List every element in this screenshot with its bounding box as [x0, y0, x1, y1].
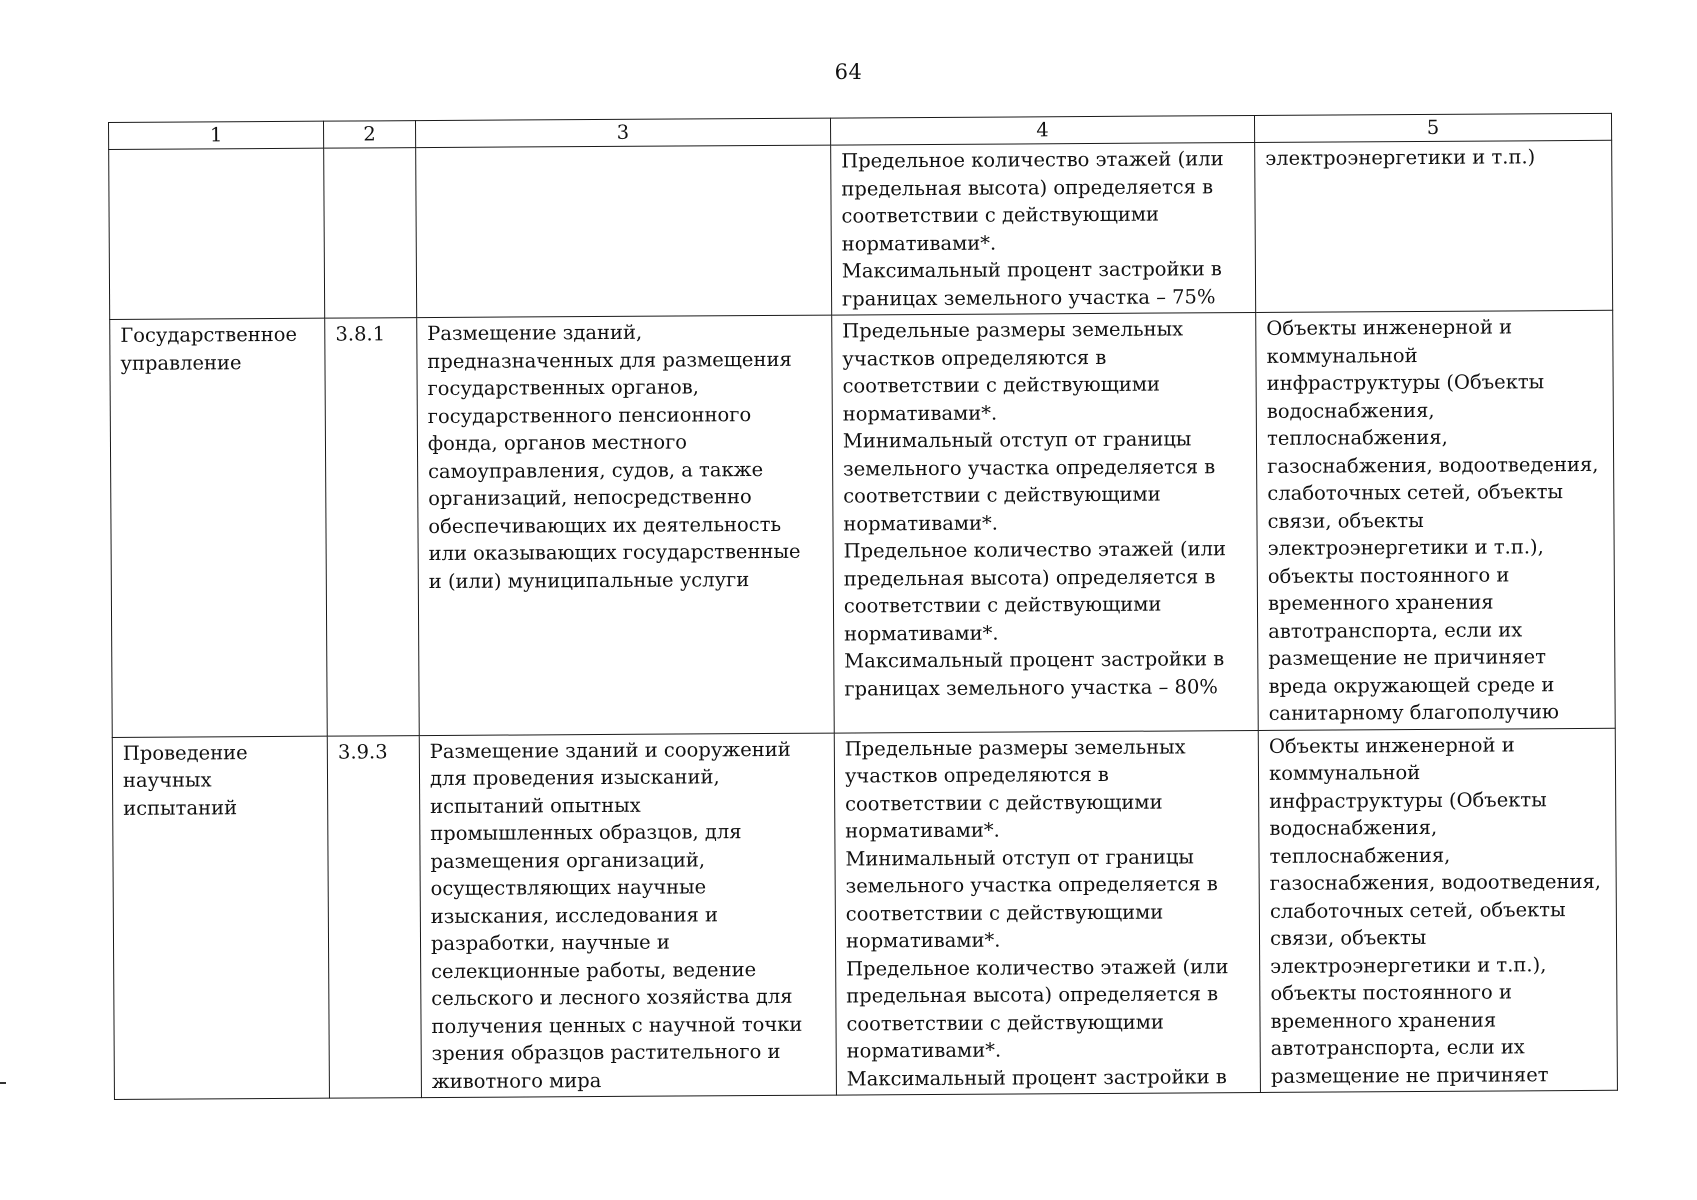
cell-text-line: сельского и лесного хозяйства для [431, 984, 793, 1011]
cell-text-line: электроэнергетики и т.п.) [1265, 145, 1536, 170]
cell-text-line: осуществляющих научные [430, 875, 707, 901]
cell-use-name [112, 736, 329, 1100]
cell-text-line: объекты постоянного и [1270, 980, 1512, 1005]
cell-text-line: Предельные размеры земельных [844, 734, 1186, 761]
cell-text-line: нормативами*. [846, 1038, 1002, 1063]
cell-auxiliary-uses [1258, 728, 1617, 1093]
cell-text-line: получения ценных с научной точки [431, 1012, 803, 1038]
margin-mark [0, 1082, 6, 1084]
cell-text-line: слаботочных сетей, объекты [1269, 897, 1566, 923]
cell-text-line: автотранспорта, если их [1270, 1035, 1525, 1060]
cell-text-line: нормативами*. [842, 401, 998, 426]
cell-text-line: слаботочных сетей, объекты [1267, 480, 1564, 505]
cell-text-line: размещение не причиняет [1268, 645, 1547, 670]
cell-text-line: соответствии с действующими [841, 202, 1160, 228]
cell-text-line: самоуправления, судов, а также [427, 457, 764, 483]
cell-text-line: водоснабжения, [1266, 398, 1435, 423]
land-use-table [108, 113, 1618, 1100]
cell-text-line: организаций, непосредственно [428, 485, 752, 511]
cell-text-line: коммунальной [1266, 343, 1418, 368]
cell-text-line: Государственное [120, 322, 298, 347]
cell-text-line: предельная высота) определяется в [843, 564, 1216, 591]
cell-text-line: соответствии с действующими [843, 592, 1162, 618]
cell-text-line: газоснабжения, водоотведения, [1267, 452, 1599, 478]
cell-text-line: Размещение зданий, [427, 320, 643, 346]
cell-text-line: селекционные работы, ведение [431, 957, 757, 983]
column-number-1: 1 [109, 121, 324, 149]
cell-text-line: соответствии с действующими [846, 1010, 1164, 1036]
cell-text-line: Максимальный процент застройки в [841, 257, 1222, 283]
cell-code [324, 148, 417, 319]
cell-text-line: научных [122, 768, 212, 792]
cell-text-line: разработки, научные и [430, 930, 670, 956]
cell-text-line: нормативами*. [843, 621, 999, 646]
cell-description [416, 145, 832, 318]
cell-text-line: водоснабжения, [1269, 815, 1438, 840]
page-number: 64 [834, 60, 863, 84]
cell-text-line: изыскания, исследования и [430, 902, 719, 928]
cell-text-line: электроэнергетики и т.п.), [1270, 952, 1547, 978]
cell-text-line: Предельные размеры земельных [842, 317, 1184, 343]
cell-text-line: предельная высота) определяется в [841, 174, 1214, 201]
cell-text-line: земельного участка определяется в [842, 454, 1216, 481]
cell-text-line: соответствии с действующими [845, 900, 1164, 926]
cell-text-line: и (или) муниципальные услуги [428, 567, 750, 593]
cell-text-line: размещение не причиняет [1270, 1062, 1549, 1088]
cell-text-line: автотранспорта, если их [1268, 617, 1523, 643]
cell-text-line: государственного пенсионного [427, 402, 752, 428]
cell-text-line: связи, объекты [1270, 925, 1427, 950]
cell-text-line: государственных органов, [427, 375, 699, 401]
table-row-continuation [109, 140, 1613, 319]
cell-text-line: управление [120, 350, 242, 375]
cell-text-line: Предельное количество этажей (или [846, 954, 1229, 981]
cell-text-line: Минимальный отступ от границы [842, 427, 1192, 453]
column-number-3: 3 [415, 118, 830, 148]
cell-text-line: животного мира [431, 1068, 602, 1093]
cell-text-line: санитарному благополучию [1268, 700, 1559, 725]
cell-text-line: испытаний [123, 795, 238, 820]
cell-text-line: нормативами*. [843, 511, 998, 536]
cell-auxiliary-uses [1255, 140, 1613, 312]
cell-text-line: газоснабжения, водоотведения, [1269, 869, 1602, 895]
cell-text-line: нормативами*. [845, 818, 1000, 843]
cell-text-line: размещения организаций, [430, 847, 706, 873]
cell-text-line: зрения образцов растительного и [431, 1039, 781, 1066]
cell-text-line: границах земельного участка – 80% [844, 674, 1218, 701]
cell-text-line: предельная высота) определяется в [846, 982, 1219, 1008]
cell-text-line: теплоснабжения, [1266, 425, 1448, 450]
cell-text-line: обеспечивающих их деятельность [428, 512, 782, 538]
cell-text-line: Объекты инженерной и [1268, 732, 1515, 758]
cell-code: 3.8.1 [325, 318, 419, 736]
cell-text-line: фонда, органов местного [427, 430, 688, 456]
cell-text-line: Минимальный отступ от границы [845, 844, 1194, 871]
cell-text-line: промышленных образцов, для [430, 820, 742, 846]
cell-text-line: нормативами*. [845, 928, 1001, 953]
cell-text-line: Предельное количество этажей (или [843, 537, 1227, 563]
cell-text-line: Максимальный процент застройки в [846, 1064, 1227, 1091]
cell-text-line: для проведения изысканий, [429, 765, 720, 791]
cell-parameters [831, 142, 1256, 315]
table-row [112, 728, 1617, 1100]
cell-description [419, 733, 836, 1098]
cell-text-line: Размещение зданий и сооружений [429, 737, 791, 763]
cell-text-line: временного хранения [1267, 590, 1494, 615]
cell-text-line: соответствии с действующими [842, 372, 1161, 398]
cell-text-line: объекты постоянного и [1267, 562, 1510, 588]
cell-text-line: инфраструктуры (Объекты [1266, 370, 1545, 395]
cell-text-line: участков определяются в [842, 345, 1107, 371]
cell-use-name [109, 148, 325, 319]
cell-text-line: связи, объекты [1267, 508, 1424, 533]
cell-text-line: соответствии с действующими [845, 790, 1163, 816]
cell-use-name [110, 318, 328, 737]
cell-text-line: или оказывающих государственные [428, 539, 801, 566]
cell-text-line: теплоснабжения, [1269, 843, 1451, 868]
cell-text-line: электроэнергетики и т.п.), [1267, 535, 1544, 560]
cell-parameters [834, 730, 1260, 1095]
column-number-5: 5 [1255, 113, 1612, 142]
cell-text-line: участков определяются в [844, 762, 1109, 788]
cell-text-line: временного хранения [1270, 1008, 1497, 1033]
cell-code: 3.9.3 [327, 735, 421, 1098]
cell-text-line: инфраструктуры (Объекты [1269, 787, 1547, 813]
cell-text-line: границах земельного участка – 75% [841, 284, 1216, 311]
cell-text-line: коммунальной [1269, 760, 1421, 785]
cell-text-line: соответствии с действующими [843, 482, 1161, 508]
cell-text-line: испытаний опытных [430, 793, 641, 818]
cell-auxiliary-uses [1256, 310, 1615, 730]
table-row [110, 310, 1616, 737]
cell-text-line: Объекты инженерной и [1266, 315, 1513, 340]
cell-text-line: нормативами*. [841, 231, 997, 256]
cell-description [417, 315, 835, 735]
column-number-4: 4 [830, 115, 1254, 145]
cell-text-line: предназначенных для размещения [427, 347, 792, 373]
cell-text-line: Проведение [122, 740, 248, 765]
cell-text-line: вреда окружающей среде и [1268, 672, 1555, 698]
cell-text-line: земельного участка определяется в [845, 872, 1218, 898]
column-number-2: 2 [324, 121, 416, 149]
cell-parameters [832, 312, 1259, 732]
cell-text-line: Максимальный процент застройки в [844, 647, 1225, 673]
cell-text-line: Предельное количество этажей (или [841, 147, 1224, 173]
